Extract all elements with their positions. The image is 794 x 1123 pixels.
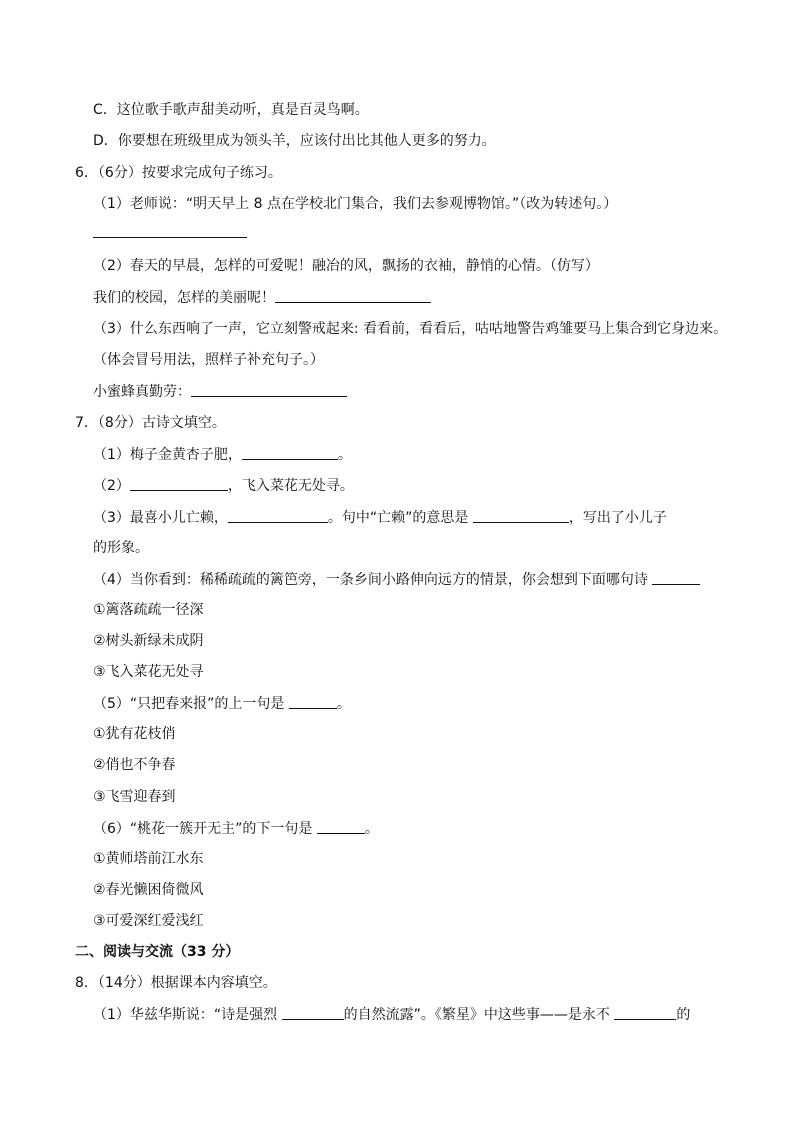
q8-part1-mid: 的自然流露”。《繁星》中这些事——是永不 (343, 1007, 615, 1023)
q6-part1: （1）老师说：“明天早上 8 点在学校北门集合，我们去参观博物馆。”（改为转述句。） (93, 196, 618, 212)
section-2-title: 二、阅读与交流（33 分） (75, 944, 240, 960)
q6-part2-answer-line (93, 287, 431, 308)
q7-title: 7．（8分）古诗文填空。 (75, 415, 226, 431)
q7-part6-blank[interactable] (317, 818, 365, 834)
q7-part5-option-1[interactable]: ①犹有花枝俏 (93, 726, 176, 742)
q7-part3-tail: ，写出了小儿子 (568, 510, 667, 526)
q7-part6-text: （6）“桃花一簇开无主”的下一句是 (93, 821, 317, 837)
q6-part2-prompt: 我们的校园，怎样的美丽呢！ (93, 290, 275, 306)
q6-part1-answer-blank[interactable] (93, 222, 247, 243)
q7-part3 (93, 507, 667, 528)
q7-part2-text: ，飞入菜花无处寻。 (227, 478, 354, 494)
q7-part4-option-2[interactable]: ②树头新绿未成阴 (93, 633, 204, 649)
q7-part3-text: （3）最喜小儿亡赖， (93, 510, 228, 526)
q7-part4 (93, 569, 700, 590)
q6-part3-note: （体会冒号用法，照样子补充句子。） (93, 352, 324, 368)
q7-part6-option-3[interactable]: ③可爱深红爱浅红 (93, 913, 204, 929)
q5-option-c: C．这位歌手歌声甜美动听，真是百灵鸟啊。 (93, 102, 369, 118)
q6-part3-answer-blank[interactable] (191, 381, 347, 397)
q7-part1 (93, 444, 352, 465)
q7-part5-blank[interactable] (289, 693, 337, 709)
q8-part1-blank-1[interactable] (282, 1004, 344, 1020)
q7-part6-option-2[interactable]: ②春光懒困倚微风 (93, 882, 204, 898)
q7-part4-blank[interactable] (652, 569, 700, 585)
q7-part3-blank-2[interactable] (473, 507, 569, 523)
q8-part1-blank-2[interactable] (614, 1004, 676, 1020)
q7-part1-text: （1）梅子金黄杏子肥， (93, 447, 242, 463)
q5-option-d: D．你要想在班级里成为领头羊，应该付出比其他人更多的努力。 (93, 133, 496, 149)
q7-part4-text: （4）当你看到：稀稀疏疏的篱笆旁，一条乡间小路伸向远方的情景，你会想到下面哪句诗 (93, 572, 653, 588)
q7-part5-option-2[interactable]: ②俏也不争春 (93, 757, 176, 773)
q7-part1-blank[interactable] (242, 444, 338, 460)
q6-part3: （3）什么东西响了一声，它立刻警戒起来: 看看前，看看后，咕咕地警告鸡雏要马上集合到它身边来。 (93, 321, 728, 337)
q7-part6 (93, 818, 379, 839)
q8-title: 8．（14分）根据课本内容填空。 (75, 975, 277, 991)
q7-part1-end: 。 (337, 447, 352, 463)
q7-part2-label: （2） (93, 478, 130, 494)
q7-part4-option-1[interactable]: ①篱落疏疏一径深 (93, 602, 204, 618)
q7-part6-option-1[interactable]: ①黄师塔前江水东 (93, 851, 204, 867)
q6-part3-prompt: 小蜜蜂真勤劳： (93, 384, 191, 400)
q8-part1-end: 的 (676, 1007, 691, 1023)
q7-part3-blank-1[interactable] (228, 507, 328, 523)
q6-part2: （2）春天的早晨，怎样的可爱呢！融冶的风，飘扬的衣袖，静悄的心情。（仿写） (93, 258, 599, 274)
q8-part1-text: （1）华兹华斯说：“诗是强烈 (93, 1007, 282, 1023)
q7-part2 (93, 475, 354, 496)
q6-title: 6．（6分）按要求完成句子练习。 (75, 165, 282, 181)
q6-part2-answer-blank[interactable] (275, 287, 431, 303)
q7-part2-blank[interactable] (130, 475, 228, 491)
q7-part5-end: 。 (336, 696, 351, 712)
q7-part5 (93, 693, 351, 714)
q7-part4-option-3[interactable]: ③飞入菜花无处寻 (93, 664, 204, 680)
q7-part3-cont: 的形象。 (93, 540, 149, 556)
q7-part6-end: 。 (364, 821, 379, 837)
q7-part5-text: （5）“只把春来报”的上一句是 (93, 696, 289, 712)
q8-part1 (93, 1004, 690, 1025)
q7-part3-mid: 。句中“亡赖”的意思是 (327, 510, 473, 526)
q6-part3-answer-line (93, 381, 347, 402)
q7-part5-option-3[interactable]: ③飞雪迎春到 (93, 789, 176, 805)
